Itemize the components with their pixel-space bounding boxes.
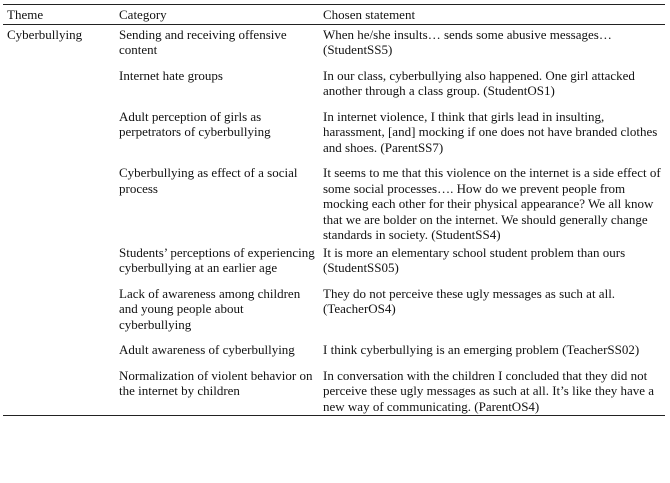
- cell-theme: [3, 276, 115, 333]
- cell-category: Normalization of violent behavior on the internet by children: [115, 358, 319, 416]
- table-row: [3, 243, 665, 276]
- header-category: Category: [115, 5, 319, 25]
- table-row: [3, 332, 665, 358]
- header-chosen-statement: Chosen statement: [319, 5, 665, 25]
- cell-category: Sending and receiving offensive content: [119, 26, 287, 57]
- cell-theme: [3, 155, 115, 243]
- cell-statement: It seems to me that this violence on the internet is a side effect of some social processes…. How do we prevent people from mocking each other for their physical appearance? We all know that we are bolder on the internet. We should generally change standards in society. (StudentSS4): [323, 165, 661, 242]
- cell-statement: In our class, cyberbullying also happened. One girl attacked another through a class group. (StudentOS1): [323, 67, 635, 98]
- themes-table-container: [3, 4, 665, 416]
- header-theme: Theme: [3, 5, 115, 25]
- cell-category: Internet hate groups: [119, 67, 223, 83]
- table-header: [3, 5, 665, 25]
- cell-category: Lack of awareness among children and young people about cyberbullying: [119, 285, 301, 332]
- cell-category: Cyberbullying as effect of a social process: [119, 165, 298, 196]
- table-row: [3, 58, 665, 99]
- header-row: [3, 5, 665, 25]
- cell-category: Adult awareness of cyberbullying: [119, 342, 295, 357]
- cell-category: Students’ perceptions of experiencing cyberbullying at an earlier age: [119, 244, 315, 275]
- table-row: [3, 358, 665, 416]
- cell-statement: They do not perceive these ugly messages as such at all. (TeacherOS4): [323, 285, 616, 316]
- cell-category: Adult perception of girls as perpetrators of cyberbullying: [119, 108, 271, 139]
- cell-theme: [3, 58, 115, 99]
- cell-theme: Cyberbullying: [7, 26, 83, 42]
- cell-statement: When he/she insults… sends some abusive messages… (StudentSS5): [323, 26, 612, 57]
- cell-statement: In conversation with the children I concluded that they did not perceive these ugly messages as such at all. It’s like they have a new way of communicating. (ParentOS4): [319, 358, 665, 416]
- table-row: [3, 155, 665, 243]
- cell-theme: [3, 358, 115, 416]
- cell-statement: It is more an elementary school student problem than ours (StudentSS05): [323, 244, 626, 275]
- cell-statement: I think cyberbullying is an emerging problem (TeacherSS02): [323, 342, 640, 357]
- table-row: [3, 276, 665, 333]
- cell-statement: In internet violence, I think that girls lead in insulting, harassment, [and] mocking if one does not have branded clothes and shoes. (ParentSS7): [323, 108, 658, 155]
- cell-theme: [3, 99, 115, 156]
- table-row: [3, 99, 665, 156]
- table-body: [3, 24, 665, 416]
- table-row: [3, 24, 665, 58]
- themes-table: [3, 4, 665, 416]
- cell-theme: [3, 243, 115, 276]
- cell-theme: [3, 332, 115, 358]
